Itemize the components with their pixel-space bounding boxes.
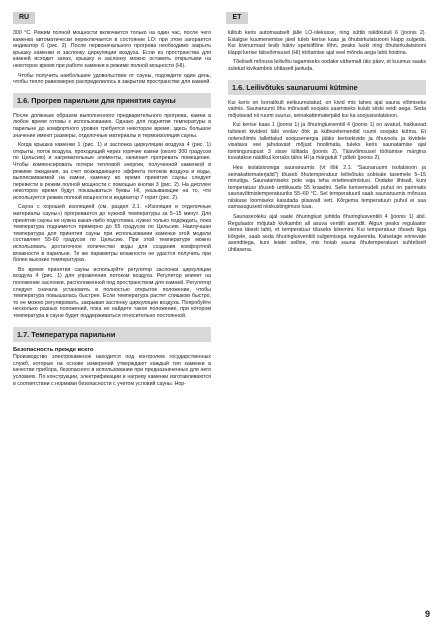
paragraph: Чтобы получить наибольшее удовольствие от сауны, подождите один день, чтобы тепло равномерно распределилось в закрытом пространстве для камней.: [13, 72, 211, 86]
subheading: Безопасность прежде всего: [13, 346, 94, 353]
section-heading: 1.6. Leilivõtuks saunaruumi kütmine: [228, 80, 426, 95]
paragraph: Во время принятия сауны используйте регулятор заслонки циркуляции воздуха 4 (рис. 1) для управления потоком воздуха. Регулятор влияет на положение заслонки, расположенной под пространством для камней. Регулятор следует сначала установить в полностью открытое положение, чтобы температура повышалась быстрее. Если температура растет слишком быстро, то ее можно регулировать, закрывая заслонку циркуляции воздуха. Попробуйте несколько разных положений, пока не найдете такое положение, при котором температура в сауне будет поддерживаться относительно постоянной.: [13, 266, 211, 319]
paragraph: Hea isolatsiooniga saunaruumis (vt lõik 2.1. "Saunaruumi isolatsioon ja seinakattematerjalid") tõuseb õhutemperatuur leilivõtuks sobivale tasemele 5–15 minutiga. Saunatamiseks pole vaja teha eriettevalmistusi. Oodake lihtsalt, kuni temperatuur tõuseb umbkaudu 55 kraadini. Selle kerisemudeli puhul on parimaks saunavõtmistemperatuuriks 55–60 °C. Sel temperatuuril saab saunaruumis mõnusa niiskuse loomiseks kasutada piisavalt vett. Kõrgema temperatuuri puhul ei saa samasuguseid niiskustingimusi luua.: [228, 164, 426, 211]
paragraph: Производство электрокаменок находится под контролем государственных служб, которые на основе измерений утверждают каждый тип каменки в качестве прибора, безопасного в использовании при предназначенных для него условиях. По конструкции, электрификации и нагреву каменки изготавливаются в соответствии с нормами безопасности с учетом условий сауны. Нор-: [13, 354, 211, 387]
paragraph: Saunaseoleku ajal saate õhuringlust juhtida õhuringlusventiili 4 (joonis 1) abil. Regulaator mõjutab kivikambri all asuva ventiili asendit. Alguл peaks regulaator olema täiesti lahti, et temperatuur tõuseks kiiremini. Kui temperatuur tõuseb liiga kõrgele, saab seda õhuringlusventiili sulgemisega reguleerida. Katsetage erinevate asenditega, kuni leiate selline, mis hoiab sauna õhutemperatuuri suhteliselt ühtlasena.: [228, 214, 426, 254]
russian-column: [13, 30, 211, 390]
paragraph: Kui keris on korralikult eelkuumutatud, on kivid mis tahes ajal sauna võtmiseks valmis. Saunaruumi õhu mõnusalt soojaks saamiseks kulub siiski veidi aega. Seda mõjutavad nii ruumi suurus, seinakattematerjalid kui ka soojusisolatsioon.: [228, 99, 426, 119]
language-tag-ru: RU: [13, 12, 35, 24]
paragraph: После должным образом выполненного предварительного прогрева, камни в любое время готовы к использованию. Однако для поднятия температуры в парильне до комфортного уровня требуется некоторое время. здесь большое значение имеют размеры, отделочные материалы и термоизоляция сауны.: [13, 112, 211, 139]
language-tag-et: ET: [226, 12, 248, 24]
paragraph: Когда крышка каменки 1 (рис. 1) и заслонка циркуляции воздуха 4 (рис. 1) открыты, поток воздуха, проходящий через горячие камни (около 300 градусов по Цельсию) и нагревательные элементы, начинает прогревать помещение. Чтобы компенсировать потери тепловой энергии, полученной каменкой в режиме ожидания, за счет возжадающего эффекта потоков воздуха и воды, выплескиваемой на камни, каменку во время принятия сауны следует перевести в режим полной мощности с помощью кнопки 3 (рис. 2). На дисплее некоторое время будут показываться буквы HI, указывающие на то, что используется режим полной мощности и индикатор 7 горит (рис. 2).: [13, 142, 211, 201]
section-heading: 1.6. Прогрев парильни для принятия сауны: [13, 93, 211, 108]
section-heading: 1.7. Температура парильни: [13, 327, 211, 342]
paragraph: 300 °C. Режим полной мощности включается только на один час, после чего каменка автоматически переключается в состояние LO: при этом загорается индикатор 6 (рис. 2). После первоначального прогрева необходимо закрыть крышку каменки и заслонку циркуляции воздуха. Если из пространства для камней исходит запах, крышку и заслонку можно оставить открытыми на некоторое время при работе каменки в режиме полной мощности (HI).: [13, 30, 211, 69]
paragraph: Tõeliselt mõnusa leilivõtu tagamiseks oodake vähemalt üks päev, et kuumus saaks suletud kivikambris ühtlaselt jaotuda.: [228, 59, 426, 72]
paragraph: lülitub keris automaatselt jälle LO-olekusse, ning süttib näidikutuli 6 (joonis 2). Esialgse kuumenemise järel tuleb kerise kaas ja õhutsirkulatsiooni klapp sulgeda. Kui kivinurmast levib häiriv spetsiifiline lõhn, peaks luuki ning õhutsirkulatsiooni klappi kerise täisvõimsusel (HI) töötamise ajal veel mõnda aega lahti hoidma.: [228, 30, 426, 56]
paragraph: Kui kerise kaas 1 (joonis 1) ja õhuringlusventiil 4 (joonis 1) on avatud, hakkavad tulistest kividest läbi voolav õhk ja küttezelemendid ruumi soojaks kütma. Et ooterežiimis tallettatud soojusenergia jääks kerisekivide ja õhuvoolu ja kividele visatava vee jahutavast mõjust hoolimata, tuleks keris saunatamise ajal toimingunupust 3 sisse lülitada (joonis 2). Täisvõimsusel töötamise märgina kuvatakse näidikul korraks tähis HI ja märgutuli 7 põleb (joonis 2).: [228, 122, 426, 162]
page-number: 9: [424, 609, 430, 619]
estonian-column: [228, 30, 426, 257]
paragraph: Сауна с хорошей изоляцией (см. раздел 2.1. «Изоляция и отделочные материалы сауны») прогревается до нужной температуры за 5–15 минут. Для принятия сауны не нужна какая-либо подготовка, нужно только подождать, пока температура поднимется примерно до 55 градусов по Цельсию. Наилучшая температура для принятия сауны при использовании каменки этой модели составляет 55-60 градусов по Цельсию. При этой температуре можно использовать достаточное количество воды для создания комфортной влажности в парильне. Те же параметры влажности не удастся получить при более высоких температурах.: [13, 204, 211, 264]
